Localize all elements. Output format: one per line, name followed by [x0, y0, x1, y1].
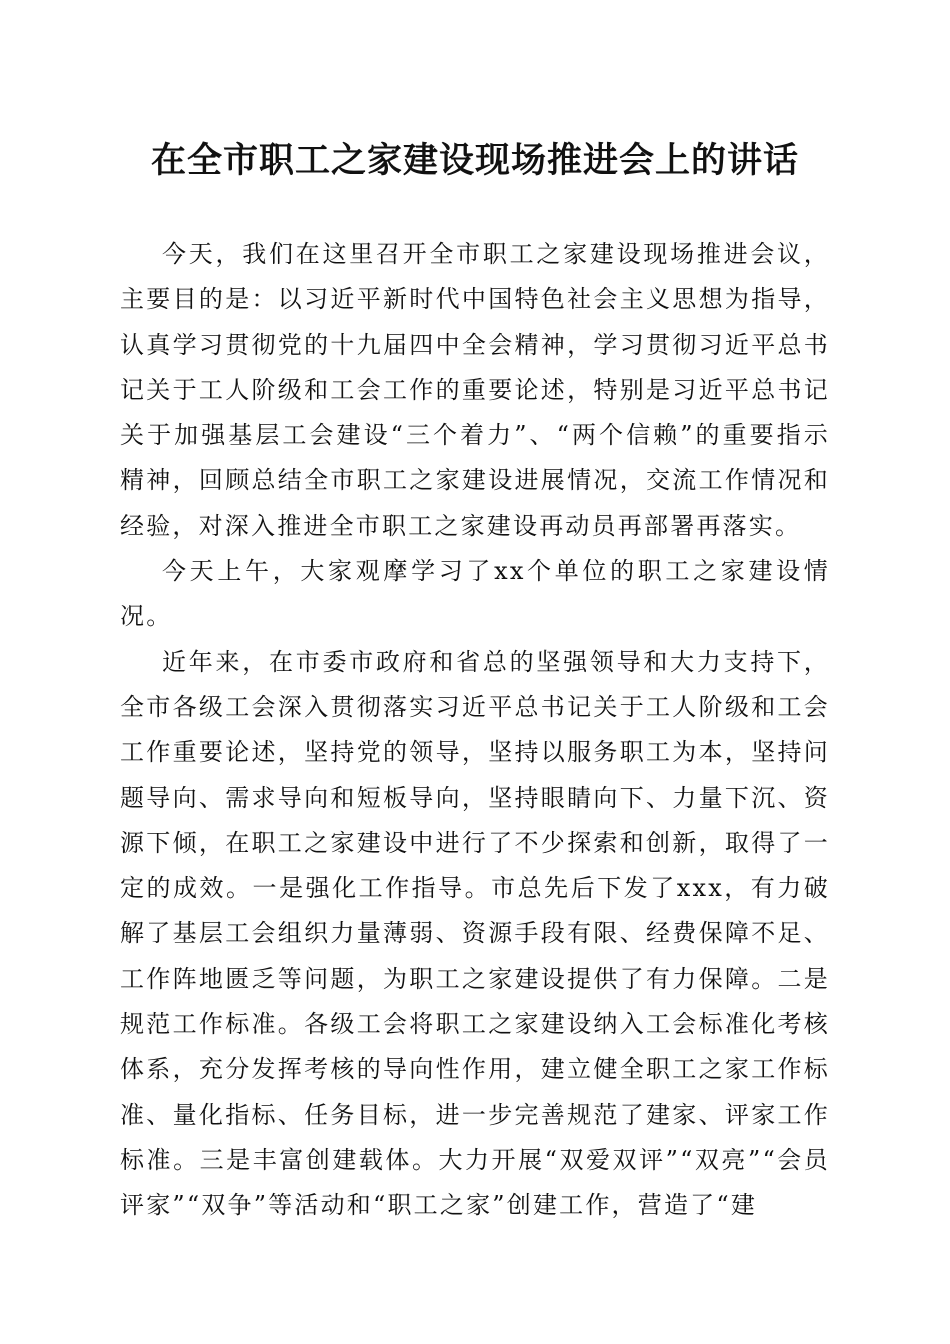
paragraph-observation: 今天上午，大家观摩学习了xx个单位的职工之家建设情况。: [120, 557, 830, 631]
paragraph-opening: 今天，我们在这里召开全市职工之家建设现场推进会议，主要目的是：以习近平新时代中国特色社会主义思想为指导，认真学习贯彻党的十九届四中全会精神，学习贯彻习近平总书记关于工人阶级和工会工作的重要论述，特别是习近平总书记关于加强基层工会建设“三个着力”、“两个信赖”的重要指示精神，回顾总结全市职工之家建设进展情况，交流工作情况和经验，对深入推进全市职工之家建设再动员再部署再落实。: [120, 240, 830, 540]
paragraph-achievements: 近年来，在市委市政府和省总的坚强领导和大力支持下，全市各级工会深入贯彻落实习近平总书记关于工人阶级和工会工作重要论述，坚持党的领导，坚持以服务职工为本，坚持问题导向、需求导向和短板导向，坚持眼睛向下、力量下沉、资源下倾，在职工之家建设中进行了不少探索和创新，取得了一定的成效。一是强化工作指导。市总先后下发了xxx，有力破解了基层工会组织力量薄弱、资源手段有限、经费保障不足、工作阵地匮乏等问题，为职工之家建设提供了有力保障。二是规范工作标准。各级工会将职工之家建设纳入工会标准化考核体系，充分发挥考核的导向性作用，建立健全职工之家工作标准、量化指标、任务目标，进一步完善规范了建家、评家工作标准。三是丰富创建载体。大力开展“双爱双评”“双亮”“会员评家”“双争”等活动和“职工之家”创建工作，营造了“建: [120, 647, 830, 1220]
document-body: [120, 232, 830, 1229]
document-title: 在全市职工之家建设现场推进会上的讲话: [150, 140, 799, 181]
